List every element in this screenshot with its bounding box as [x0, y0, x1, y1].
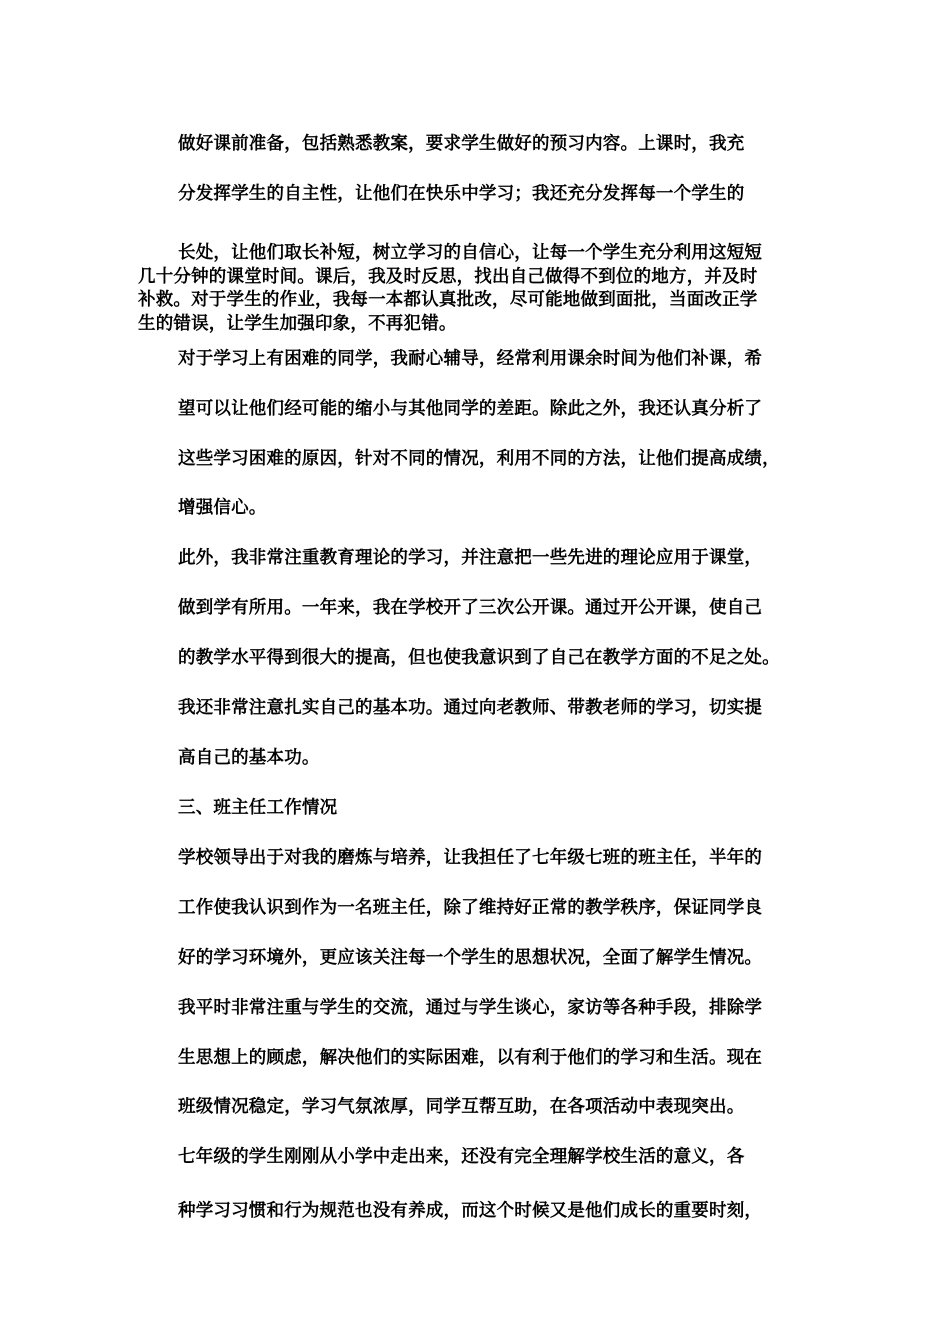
text-line: 班级情况稳定，学习气氛浓厚，同学互帮互助，在各项活动中表现突出。 [178, 1097, 745, 1117]
section-heading: 三、班主任工作情况 [178, 798, 338, 818]
text-line: 学校领导出于对我的磨炼与培养，让我担任了七年级七班的班主任，半年的 [178, 848, 763, 868]
text-line: 几十分钟的课堂时间。课后，我及时反思，找出自己做得不到位的地方，并及时 [138, 266, 758, 287]
text-line: 分发挥学生的自主性，让他们在快乐中学习；我还充分发挥每一个学生的 [178, 184, 745, 204]
text-line: 对于学习上有困难的同学，我耐心辅导，经常利用课余时间为他们补课，希 [178, 349, 763, 369]
text-line: 生的错误，让学生加强印象，不再犯错。 [138, 313, 457, 334]
text-line: 这些学习困难的原因，针对不同的情况，利用不同的方法，让他们提高成绩， [178, 449, 780, 469]
text-line: 增强信心。 [178, 498, 267, 518]
text-line: 生思想上的顾虑，解决他们的实际困难，以有利于他们的学习和生活。现在 [178, 1048, 763, 1068]
text-line: 好的学习环境外，更应该关注每一个学生的思想状况，全面了解学生情况。 [178, 948, 763, 968]
text-line: 补救。对于学生的作业，我每一本都认真批改，尽可能地做到面批，当面改正学 [138, 290, 758, 310]
text-line: 的教学水平得到很大的提高，但也使我意识到了自己在教学方面的不足之处。 [178, 648, 780, 668]
text-line: 此外，我非常注重教育理论的学习，并注意把一些先进的理论应用于课堂， [178, 548, 763, 568]
text-line: 种学习习惯和行为规范也没有养成，而这个时候又是他们成长的重要时刻， [178, 1201, 763, 1221]
text-line: 高自己的基本功。 [178, 748, 320, 768]
text-line: 我还非常注意扎实自己的基本功。通过向老教师、带教老师的学习，切实提 [178, 698, 763, 718]
text-line: 七年级的学生刚刚从小学中走出来，还没有完全理解学校生活的意义，各 [178, 1147, 745, 1167]
text-block [138, 242, 818, 336]
text-line: 做到学有所用。一年来，我在学校开了三次公开课。通过开公开课，使自己 [178, 598, 763, 618]
text-line: 长处，让他们取长补短，树立学习的自信心，让每一个学生充分利用这短短 [178, 243, 763, 263]
text-line: 工作使我认识到作为一名班主任，除了维持好正常的教学秩序，保证同学良 [178, 898, 763, 918]
text-line: 我平时非常注重与学生的交流，通过与学生谈心，家访等各种手段，排除学 [178, 998, 763, 1018]
text-line: 望可以让他们经可能的缩小与其他同学的差距。除此之外，我还认真分析了 [178, 399, 763, 419]
text-line: 做好课前准备，包括熟悉教案，要求学生做好的预习内容。上课时，我充 [178, 134, 745, 154]
